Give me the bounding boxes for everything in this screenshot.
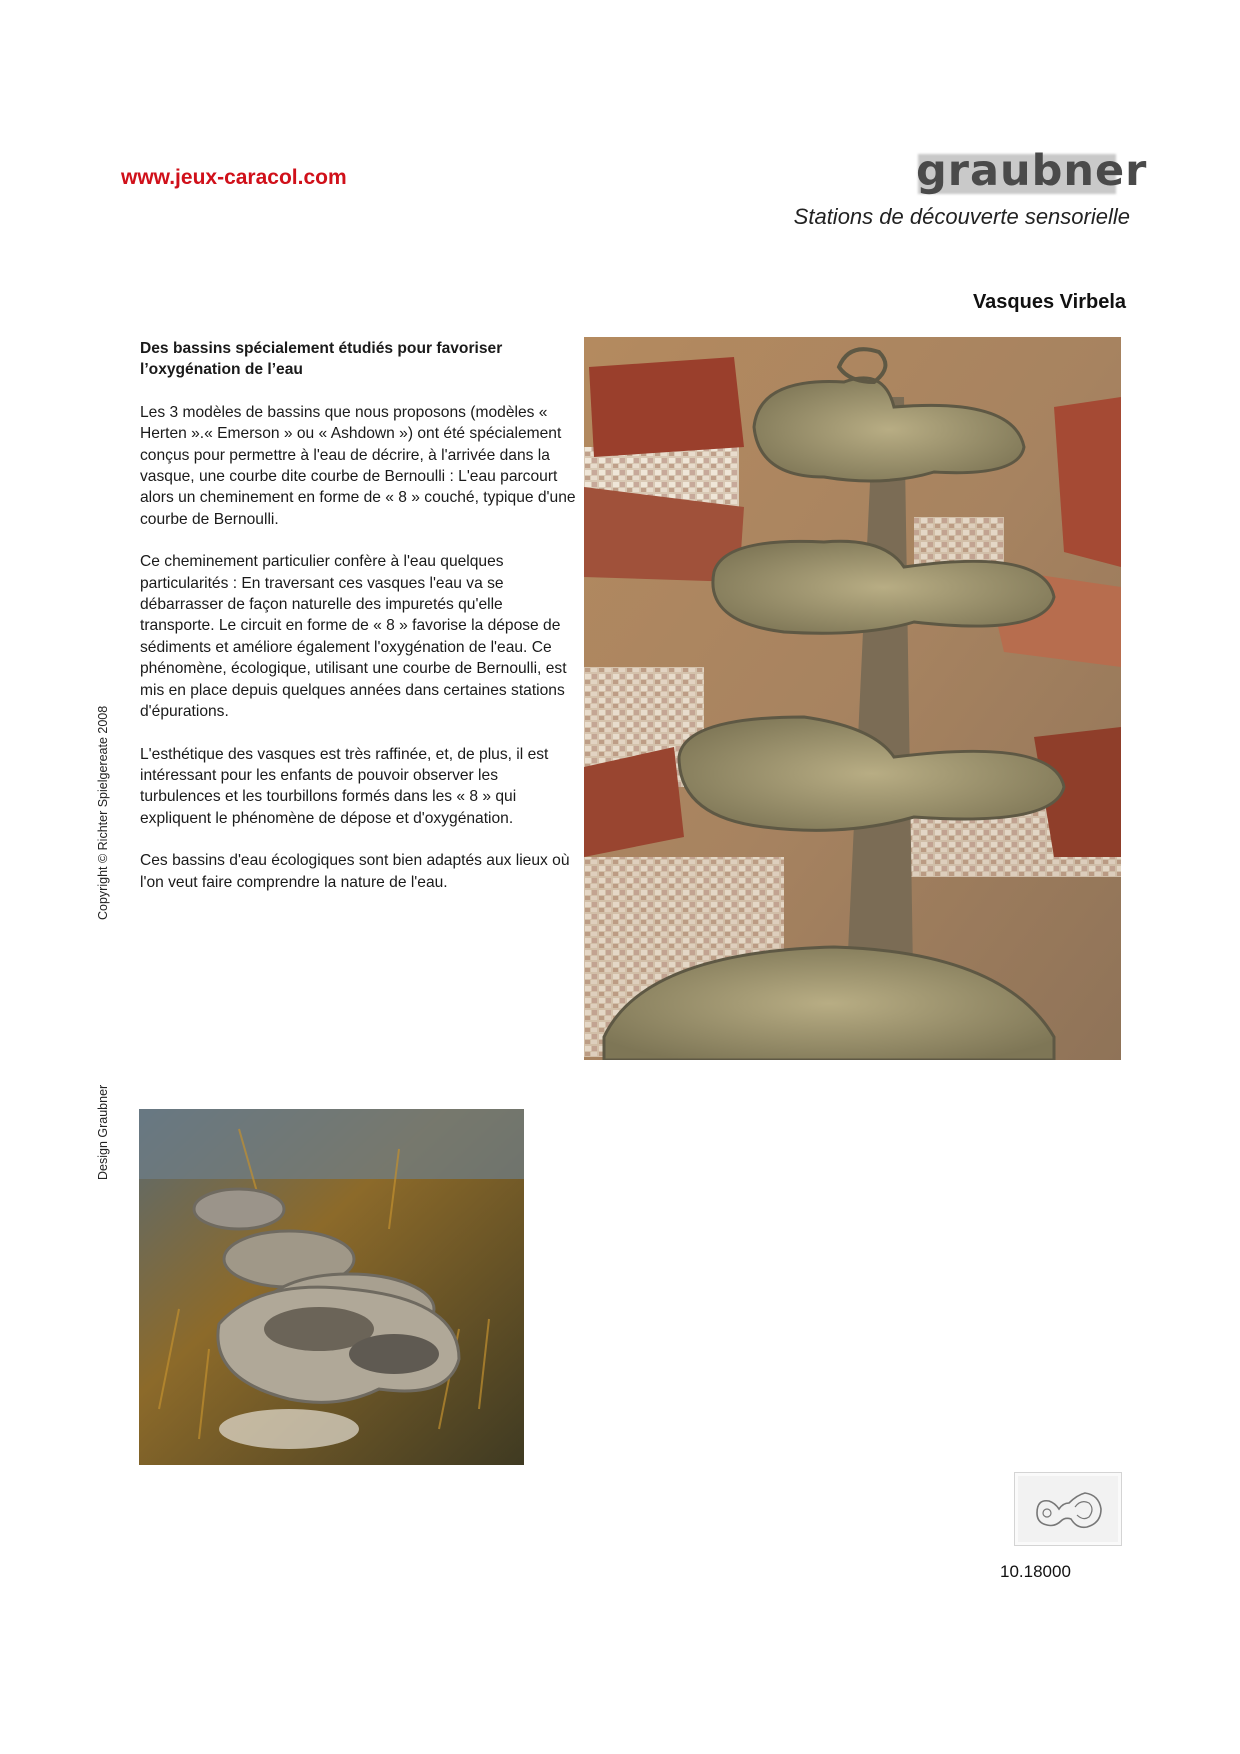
paragraph: L'esthétique des vasques est très raffinée, et, de plus, il est intéressant pour les enfants de pouvoir observer les turbulences et les tourbillons formés dans les « 8 » qui expliquent le phénomène de dépose et d'oxygénation. [140, 745, 549, 827]
copyright-note: Copyright © Richter Spielgereate 2008 [96, 705, 110, 920]
tagline: Stations de découverte sensorielle [793, 204, 1130, 229]
graubner-logo [908, 144, 1148, 200]
brand-name: graubner [916, 146, 1148, 196]
basins-grass-photo [139, 1109, 524, 1465]
paragraph: Ce cheminement particulier confère à l'eau quelques particularités : En traversant ces vasques l'eau va se débarrasser de façon naturelle des impuretés qu'elle transporte. Le circuit en forme de « 8 » favorise la dépose de sédiments et améliore également l'oxygénation de l'eau. Ce phénomène, écologique, utilisant une courbe de Bernoulli, est mis en place depuis quelques années dans certaines stations d'épurations. [140, 553, 567, 721]
product-title: Vasques Virbela [972, 291, 1126, 313]
description-section [140, 338, 580, 914]
lead-heading: Des bassins spécialement étudiés pour favoriser l’oxygénation de l’eau [140, 340, 503, 379]
paragraph: Les 3 modèles de bassins que nous proposons (modèles « Herten ».« Emerson » ou « Ashdown ») ont été spécialement conçus pour permettre à l'eau de décrire, à l'arrivée dans la vasque, une courbe dite courbe de Bernoulli : L'eau parcourt alors un cheminement en forme de « 8 » couché, typique d'une courbe de Bernoulli. [140, 403, 576, 528]
basins-photo [584, 337, 1121, 1060]
product-symbol [1014, 1472, 1122, 1546]
website-link[interactable]: www.jeux-caracol.com [121, 166, 347, 189]
design-credit: Design Graubner [96, 1084, 110, 1180]
product-code: 10.18000 [1000, 1562, 1071, 1581]
basin-outline-icon [1015, 1473, 1121, 1545]
paragraph: Ces bassins d'eau écologiques sont bien adaptés aux lieux où l'on veut faire comprendre la nature de l'eau. [140, 852, 570, 891]
